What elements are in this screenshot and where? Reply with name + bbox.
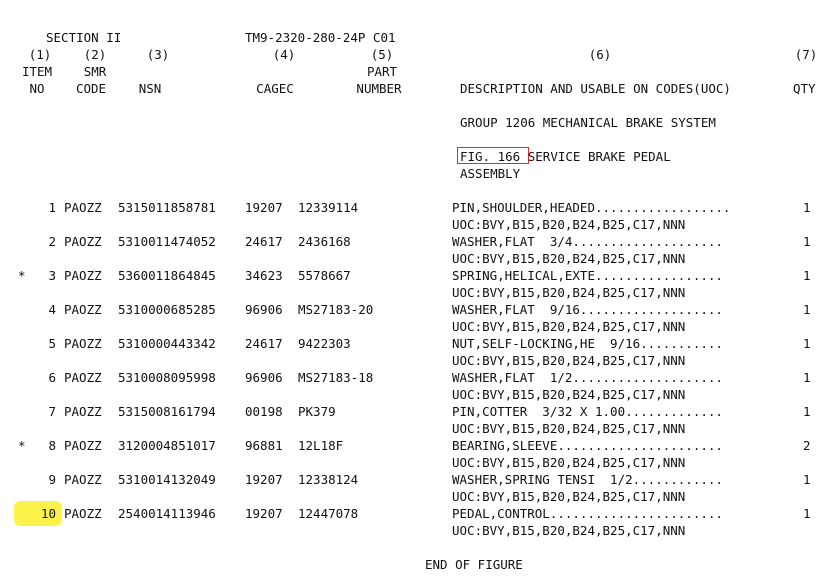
nsn-value: 3120004851017 xyxy=(118,438,216,453)
col-num-4: (4) xyxy=(272,47,296,62)
col-num-3: (3) xyxy=(146,47,170,62)
nsn-value: 5310011474052 xyxy=(118,234,216,249)
quantity: 1 xyxy=(803,404,811,419)
quantity: 1 xyxy=(803,234,811,249)
part-number: 12339114 xyxy=(298,200,359,215)
item-number: 6 xyxy=(48,370,56,385)
usable-on-codes: UOC:BVY,B15,B20,B24,B25,C17,NNN xyxy=(452,217,686,232)
col-cagec-heading: CAGEC xyxy=(256,81,294,96)
item-number: 3 xyxy=(48,268,56,283)
cagec-value: 34623 xyxy=(245,268,283,283)
col-num-1: (1) xyxy=(28,47,52,62)
part-number: PK379 xyxy=(298,404,336,419)
smr-code: PAOZZ xyxy=(64,234,102,249)
col-smr-heading: SMR xyxy=(83,64,107,79)
smr-code: PAOZZ xyxy=(64,370,102,385)
smr-code: PAOZZ xyxy=(64,438,102,453)
row-star-marker: * xyxy=(18,268,26,283)
cagec-value: 00198 xyxy=(245,404,283,419)
smr-code: PAOZZ xyxy=(64,302,102,317)
quantity: 1 xyxy=(803,200,811,215)
description: WASHER,FLAT 1/2.................... xyxy=(452,370,723,385)
cagec-value: 19207 xyxy=(245,472,283,487)
item-number: 2 xyxy=(48,234,56,249)
col-description-heading: DESCRIPTION AND USABLE ON CODES(UOC) xyxy=(460,81,731,96)
section-title: SECTION II xyxy=(46,30,122,45)
figure-title-rest: SERVICE BRAKE PEDAL xyxy=(520,149,671,164)
nsn-value: 5360011864845 xyxy=(118,268,216,283)
cagec-value: 96906 xyxy=(245,370,283,385)
nsn-value: 5315008161794 xyxy=(118,404,216,419)
part-number: 5578667 xyxy=(298,268,351,283)
usable-on-codes: UOC:BVY,B15,B20,B24,B25,C17,NNN xyxy=(452,251,686,266)
description: PEDAL,CONTROL....................... xyxy=(452,506,723,521)
smr-code: PAOZZ xyxy=(64,200,102,215)
cagec-value: 19207 xyxy=(245,200,283,215)
cagec-value: 96906 xyxy=(245,302,283,317)
item-number: 1 xyxy=(48,200,56,215)
nsn-value: 5315011858781 xyxy=(118,200,216,215)
smr-code: PAOZZ xyxy=(64,268,102,283)
cagec-value: 19207 xyxy=(245,506,283,521)
item-number: 4 xyxy=(48,302,56,317)
quantity: 1 xyxy=(803,268,811,283)
description: WASHER,SPRING TENSI 1/2............ xyxy=(452,472,723,487)
item-number: 5 xyxy=(48,336,56,351)
item-number: 8 xyxy=(48,438,56,453)
group-title: GROUP 1206 MECHANICAL BRAKE SYSTEM xyxy=(460,115,716,130)
usable-on-codes: UOC:BVY,B15,B20,B24,B25,C17,NNN xyxy=(452,319,686,334)
end-of-figure: END OF FIGURE xyxy=(425,557,523,572)
part-number: MS27183-18 xyxy=(298,370,374,385)
smr-code: PAOZZ xyxy=(64,404,102,419)
col-qty-heading: QTY xyxy=(793,81,816,96)
nsn-value: 2540014113946 xyxy=(118,506,216,521)
figure-title-line2: ASSEMBLY xyxy=(460,166,521,181)
cagec-value: 24617 xyxy=(245,336,283,351)
document-id: TM9-2320-280-24P C01 xyxy=(245,30,396,45)
figure-label: FIG. 166 xyxy=(460,149,521,164)
row-star-marker: * xyxy=(18,438,26,453)
description: WASHER,FLAT 3/4.................... xyxy=(452,234,723,249)
quantity: 1 xyxy=(803,302,811,317)
col-num-7: (7) xyxy=(794,47,818,62)
part-number: 12447078 xyxy=(298,506,359,521)
cagec-value: 24617 xyxy=(245,234,283,249)
col-num-5: (5) xyxy=(370,47,394,62)
description: BEARING,SLEEVE...................... xyxy=(452,438,723,453)
description: WASHER,FLAT 9/16................... xyxy=(452,302,723,317)
nsn-value: 5310008095998 xyxy=(118,370,216,385)
quantity: 2 xyxy=(803,438,811,453)
smr-code: PAOZZ xyxy=(64,336,102,351)
nsn-value: 5310014132049 xyxy=(118,472,216,487)
col-item-heading-2: NO xyxy=(29,81,45,96)
description: PIN,SHOULDER,HEADED.................. xyxy=(452,200,731,215)
description: NUT,SELF-LOCKING,HE 9/16........... xyxy=(452,336,723,351)
usable-on-codes: UOC:BVY,B15,B20,B24,B25,C17,NNN xyxy=(452,523,686,538)
usable-on-codes: UOC:BVY,B15,B20,B24,B25,C17,NNN xyxy=(452,489,686,504)
smr-code: PAOZZ xyxy=(64,506,102,521)
usable-on-codes: UOC:BVY,B15,B20,B24,B25,C17,NNN xyxy=(452,421,686,436)
col-nsn-heading: NSN xyxy=(138,81,162,96)
item-number: 7 xyxy=(48,404,56,419)
col-num-2: (2) xyxy=(83,47,107,62)
usable-on-codes: UOC:BVY,B15,B20,B24,B25,C17,NNN xyxy=(452,455,686,470)
part-number: MS27183-20 xyxy=(298,302,374,317)
nsn-value: 5310000443342 xyxy=(118,336,216,351)
col-part-heading: PART xyxy=(366,64,398,79)
part-number: 9422303 xyxy=(298,336,351,351)
quantity: 1 xyxy=(803,336,811,351)
part-number: 2436168 xyxy=(298,234,351,249)
item-number: 9 xyxy=(48,472,56,487)
quantity: 1 xyxy=(803,506,811,521)
usable-on-codes: UOC:BVY,B15,B20,B24,B25,C17,NNN xyxy=(452,285,686,300)
description: SPRING,HELICAL,EXTE................. xyxy=(452,268,723,283)
col-num-6: (6) xyxy=(588,47,612,62)
figure-title xyxy=(460,149,671,165)
col-part-heading-2: NUMBER xyxy=(356,81,402,96)
cagec-value: 96881 xyxy=(245,438,283,453)
usable-on-codes: UOC:BVY,B15,B20,B24,B25,C17,NNN xyxy=(452,353,686,368)
description: PIN,COTTER 3/32 X 1.00............. xyxy=(452,404,723,419)
part-number: 12338124 xyxy=(298,472,359,487)
quantity: 1 xyxy=(803,370,811,385)
nsn-value: 5310000685285 xyxy=(118,302,216,317)
part-number: 12L18F xyxy=(298,438,344,453)
quantity: 1 xyxy=(803,472,811,487)
col-smr-heading-2: CODE xyxy=(75,81,107,96)
col-item-heading: ITEM xyxy=(21,64,53,79)
smr-code: PAOZZ xyxy=(64,472,102,487)
usable-on-codes: UOC:BVY,B15,B20,B24,B25,C17,NNN xyxy=(452,387,686,402)
item-number: 10 xyxy=(40,506,56,521)
